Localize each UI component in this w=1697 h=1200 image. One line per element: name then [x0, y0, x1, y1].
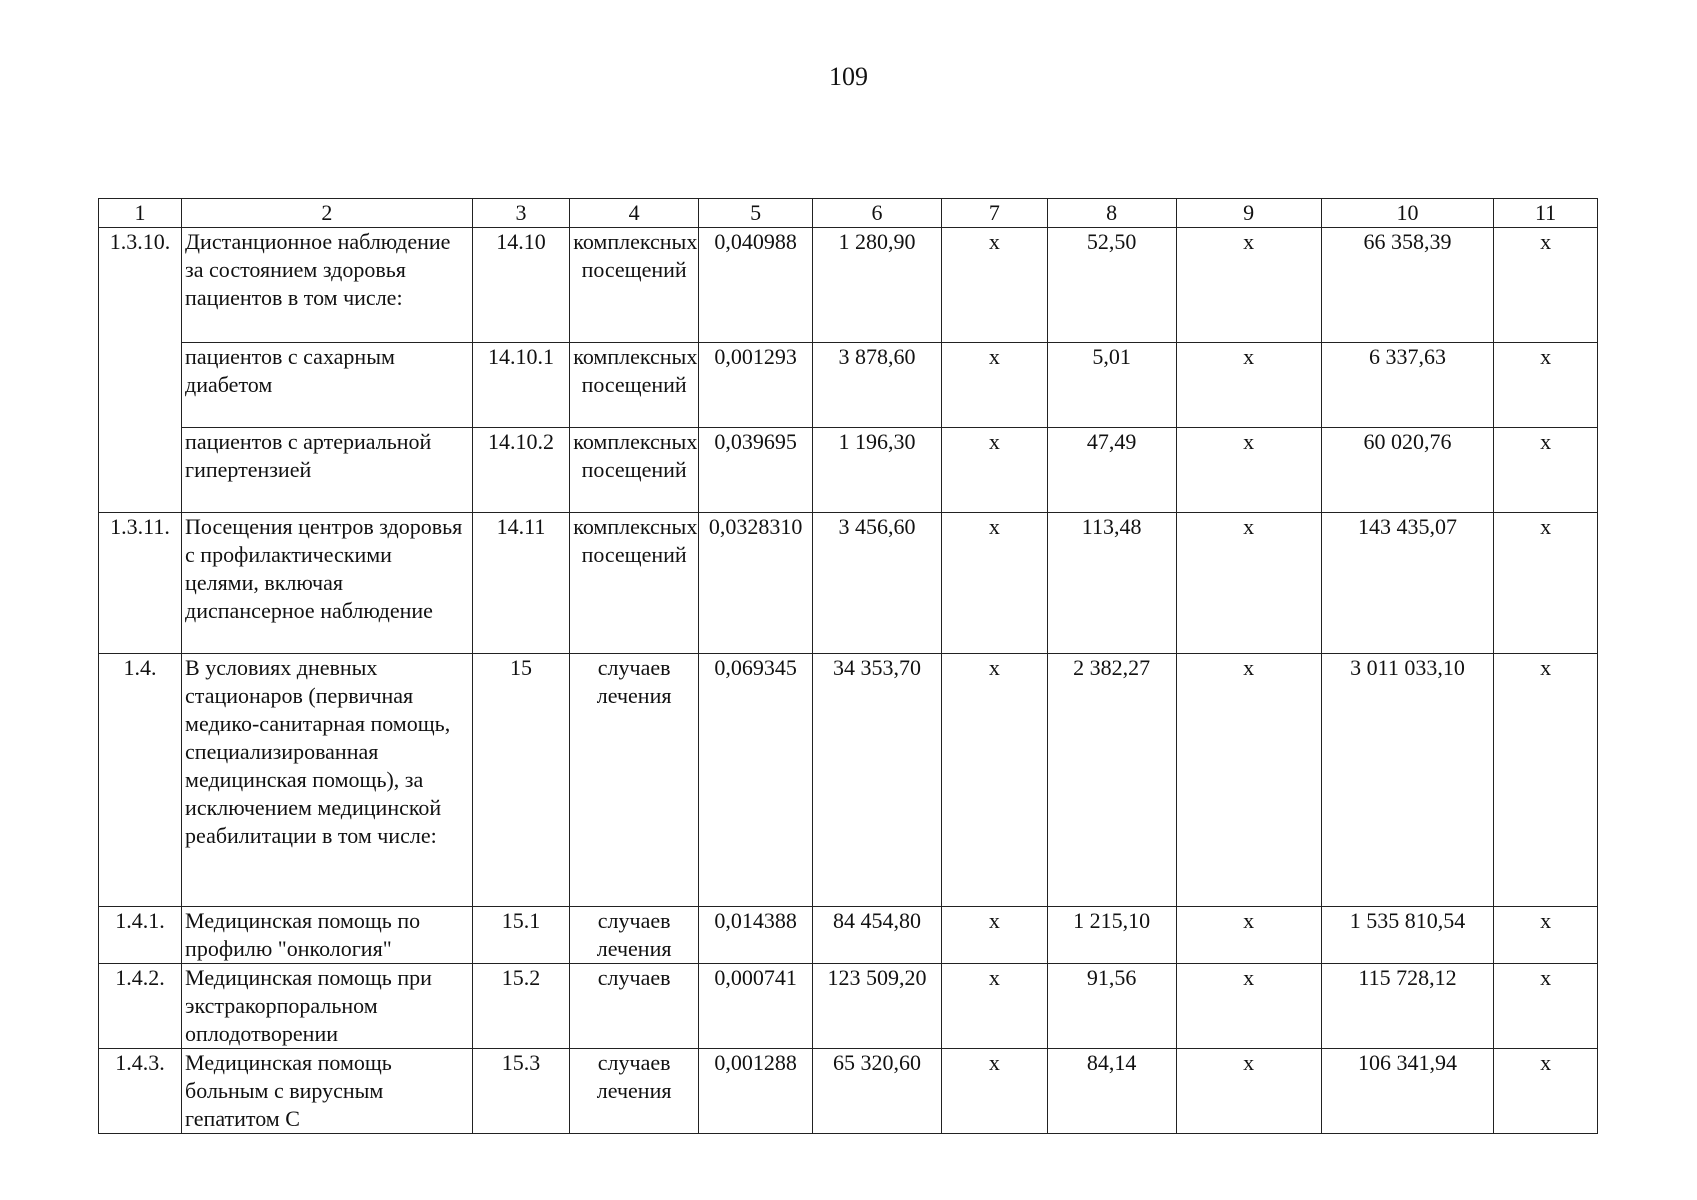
cell-col8: 91,56 — [1047, 964, 1176, 1049]
cell-col5: 0,039695 — [699, 428, 813, 513]
row-number: 1.3.10. — [99, 228, 182, 513]
row-name: Дистанционное наблюдение за состоянием здоровья пациентов в том числе: — [182, 228, 473, 343]
column-header: 10 — [1321, 199, 1493, 228]
row-code: 15.2 — [472, 964, 570, 1049]
cell-col9: х — [1176, 654, 1321, 907]
page-number: 109 — [829, 62, 868, 91]
cell-col10: 115 728,12 — [1321, 964, 1493, 1049]
column-header: 4 — [570, 199, 699, 228]
cell-col5: 0,001293 — [699, 343, 813, 428]
cell-col8: 5,01 — [1047, 343, 1176, 428]
table-row — [99, 964, 1598, 1049]
column-header: 2 — [182, 199, 473, 228]
row-number: 1.4.3. — [99, 1049, 182, 1134]
row-name: Посещения центров здоровья с профилактическими целями, включая диспансерное наблюдение — [182, 513, 473, 654]
cell-col8: 1 215,10 — [1047, 907, 1176, 964]
row-unit: комплексных посещений — [570, 428, 699, 513]
cell-col7: х — [941, 964, 1047, 1049]
column-header: 7 — [941, 199, 1047, 228]
cell-col9: х — [1176, 228, 1321, 343]
row-code: 15 — [472, 654, 570, 907]
cell-col7: х — [941, 654, 1047, 907]
row-code: 14.10.1 — [472, 343, 570, 428]
header-row — [99, 199, 1598, 228]
table-row — [99, 428, 1598, 513]
cell-col10: 106 341,94 — [1321, 1049, 1493, 1134]
cell-col6: 34 353,70 — [813, 654, 942, 907]
row-name: пациентов с артериальной гипертензией — [182, 428, 473, 513]
cell-col8: 113,48 — [1047, 513, 1176, 654]
column-header: 6 — [813, 199, 942, 228]
cell-col11: х — [1494, 343, 1598, 428]
cell-col6: 1 280,90 — [813, 228, 942, 343]
row-unit: комплексных посещений — [570, 343, 699, 428]
row-name: Медицинская помощь при экстракорпоральном оплодотворении — [182, 964, 473, 1049]
row-unit: случаев — [570, 964, 699, 1049]
data-table — [98, 198, 1598, 1134]
cell-col6: 3 878,60 — [813, 343, 942, 428]
cell-col8: 84,14 — [1047, 1049, 1176, 1134]
row-number: 1.4. — [99, 654, 182, 907]
row-code: 14.10.2 — [472, 428, 570, 513]
cell-col6: 65 320,60 — [813, 1049, 942, 1134]
cell-col5: 0,069345 — [699, 654, 813, 907]
cell-col6: 123 509,20 — [813, 964, 942, 1049]
row-name: В условиях дневных стационаров (первичная медико-санитарная помощь, специализированная медицинская помощь), за исключением медицинской реабилитации в том числе: — [182, 654, 473, 907]
column-header: 5 — [699, 199, 813, 228]
row-name: Медицинская помощь по профилю "онкология" — [182, 907, 473, 964]
cell-col7: х — [941, 907, 1047, 964]
cell-col9: х — [1176, 343, 1321, 428]
cell-col8: 52,50 — [1047, 228, 1176, 343]
cell-col11: х — [1494, 513, 1598, 654]
row-code: 15.1 — [472, 907, 570, 964]
row-name: Медицинская помощь больным с вирусным гепатитом С — [182, 1049, 473, 1134]
cell-col8: 2 382,27 — [1047, 654, 1176, 907]
cell-col11: х — [1494, 1049, 1598, 1134]
cell-col9: х — [1176, 964, 1321, 1049]
cell-col8: 47,49 — [1047, 428, 1176, 513]
cell-col5: 0,014388 — [699, 907, 813, 964]
table-row — [99, 907, 1598, 964]
cell-col11: х — [1494, 428, 1598, 513]
row-code: 14.10 — [472, 228, 570, 343]
column-header: 1 — [99, 199, 182, 228]
cell-col7: х — [941, 1049, 1047, 1134]
column-header: 9 — [1176, 199, 1321, 228]
cell-col11: х — [1494, 228, 1598, 343]
row-code: 14.11 — [472, 513, 570, 654]
cell-col7: х — [941, 513, 1047, 654]
row-unit: комплексных посещений — [570, 228, 699, 343]
cell-col11: х — [1494, 964, 1598, 1049]
cell-col9: х — [1176, 907, 1321, 964]
table-row — [99, 228, 1598, 343]
row-unit: комплексных посещений — [570, 513, 699, 654]
cell-col5: 0,001288 — [699, 1049, 813, 1134]
row-name: пациентов с сахарным диабетом — [182, 343, 473, 428]
cell-col5: 0,000741 — [699, 964, 813, 1049]
cell-col10: 6 337,63 — [1321, 343, 1493, 428]
row-code: 15.3 — [472, 1049, 570, 1134]
cell-col9: х — [1176, 513, 1321, 654]
column-header: 3 — [472, 199, 570, 228]
cell-col9: х — [1176, 1049, 1321, 1134]
cell-col6: 84 454,80 — [813, 907, 942, 964]
column-header: 11 — [1494, 199, 1598, 228]
cell-col7: х — [941, 228, 1047, 343]
cell-col9: х — [1176, 428, 1321, 513]
cell-col5: 0,040988 — [699, 228, 813, 343]
cell-col5: 0,0328310 — [699, 513, 813, 654]
cell-col6: 1 196,30 — [813, 428, 942, 513]
cell-col7: х — [941, 343, 1047, 428]
cell-col10: 66 358,39 — [1321, 228, 1493, 343]
column-header: 8 — [1047, 199, 1176, 228]
row-number: 1.3.11. — [99, 513, 182, 654]
row-unit: случаев лечения — [570, 654, 699, 907]
table-row — [99, 654, 1598, 907]
cell-col6: 3 456,60 — [813, 513, 942, 654]
cell-col10: 3 011 033,10 — [1321, 654, 1493, 907]
table-row — [99, 513, 1598, 654]
cell-col10: 143 435,07 — [1321, 513, 1493, 654]
row-number: 1.4.2. — [99, 964, 182, 1049]
cell-col10: 60 020,76 — [1321, 428, 1493, 513]
row-number: 1.4.1. — [99, 907, 182, 964]
cell-col10: 1 535 810,54 — [1321, 907, 1493, 964]
cell-col7: х — [941, 428, 1047, 513]
cell-col11: х — [1494, 907, 1598, 964]
row-unit: случаев лечения — [570, 907, 699, 964]
cell-col11: х — [1494, 654, 1598, 907]
table-row — [99, 1049, 1598, 1134]
row-unit: случаев лечения — [570, 1049, 699, 1134]
table-row — [99, 343, 1598, 428]
